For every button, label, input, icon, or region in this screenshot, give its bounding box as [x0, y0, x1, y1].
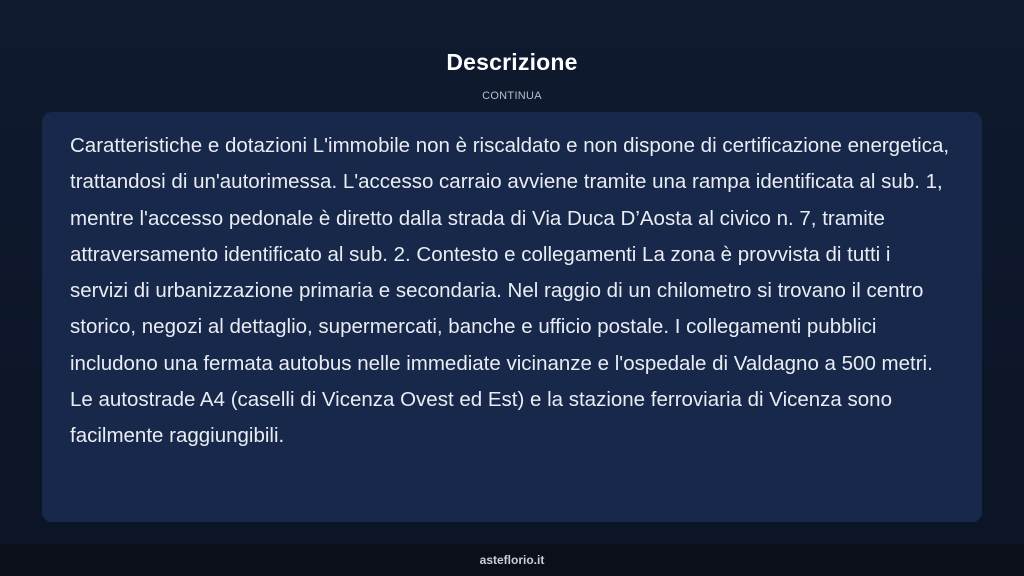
description-text: Caratteristiche e dotazioni L'immobile non è riscaldato e non dispone di certificazione energetica, trattandosi di un'autorimessa. L'accesso carraio avviene tramite una rampa identificata al sub. 1, mentre l'accesso pedonale è diretto dalla strada di Via Duca D’Aosta al civico n. 7, tramite attraversamento identificato al sub. 2. Contesto e collegamenti La zona è provvista di tutti i servizi di urbanizzazione primaria e secondaria. Nel raggio di un chilometro si trovano il centro storico, negozi al dettaglio, supermercati, banche e ufficio postale. I collegamenti pubblici includono una fermata autobus nelle immediate vicinanze e l'ospedale di Valdagno a 500 metri. Le autostrade A4 (caselli di Vicenza Ovest ed Est) e la stazione ferroviaria di Vicenza sono facilmente raggiungibili. — [70, 134, 950, 448]
footer — [0, 544, 1024, 576]
site-name: asteflorio.it — [479, 553, 545, 567]
page-title: Descrizione — [446, 49, 578, 75]
continue-label: CONTINUA — [482, 90, 542, 102]
description-card — [42, 112, 982, 522]
